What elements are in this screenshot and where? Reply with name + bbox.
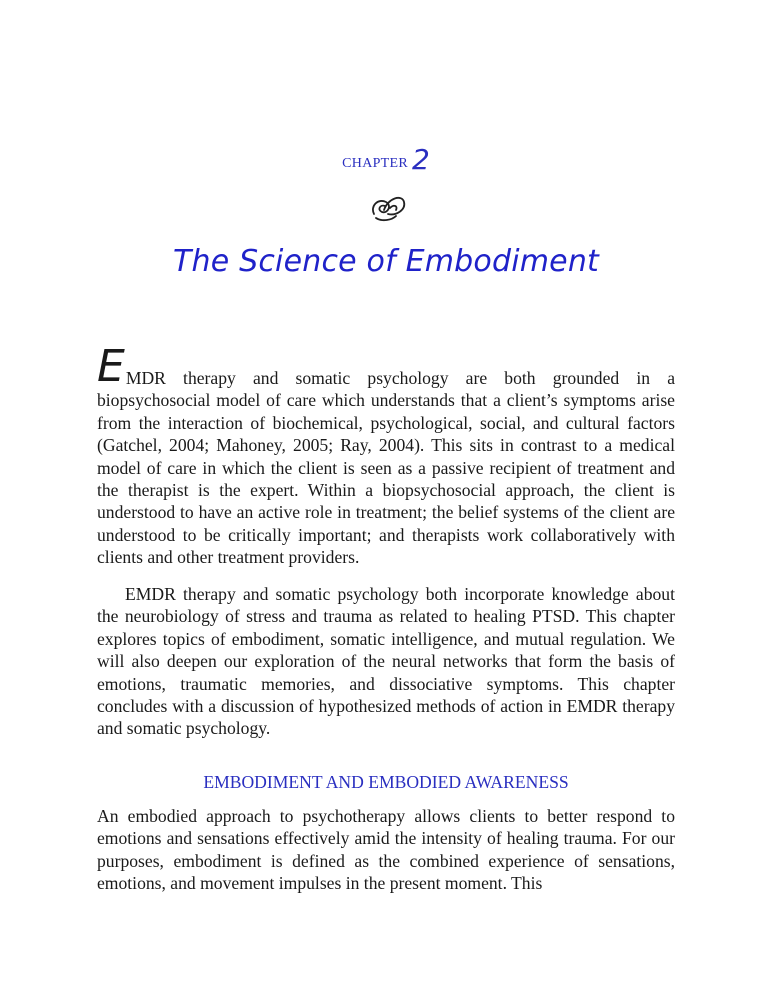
chapter-word: CHAPTER bbox=[342, 156, 409, 171]
drop-cap: E bbox=[97, 341, 125, 392]
chapter-number: 2 bbox=[412, 143, 430, 176]
chapter-label bbox=[0, 143, 772, 176]
paragraph-3: An embodied approach to psychotherapy allows clients to better respond to emotions and sensations effectively amid the intensity of healing trauma. For our purposes, embodiment is defined as the combined experience of sensations, emotions, and movement impulses in the present moment. This bbox=[97, 806, 675, 894]
chapter-title: The Science of Embodiment bbox=[172, 244, 600, 279]
paragraph-1-text: MDR therapy and somatic psychology are both grounded in a biopsychosocial model of care which understands that a client’s symptoms arise from the interaction of biochemical, psychological, social, and cultural factors (Gatchel, 2004; Mahoney, 2005; Ray, 2004). This sits in contrast to a medical model of care in which the client is seen as a passive recipient of treatment and the therapist is the expert. Within a biopsychosocial approach, the client is understood to have an active role in treatment; the belief systems of the client are understood to be critically important; and therapists work collaboratively with clients and other treatment providers. bbox=[97, 368, 675, 568]
flourish-ornament-icon bbox=[368, 190, 408, 224]
section-heading: EMBODIMENT AND EMBODIED AWARENESS bbox=[203, 772, 569, 792]
paragraph-1 bbox=[97, 341, 675, 569]
paragraph-2: EMDR therapy and somatic psychology both incorporate knowledge about the neurobiology of stress and trauma as related to healing PTSD. This chapter explores topics of embodiment, somatic intelligence, and mutual regulation. We will also deepen our exploration of the neural networks that form the basis of emotions, traumatic memories, and dissociative symptoms. This chapter concludes with a discussion of hypothesized methods of action in EMDR therapy and somatic psychology. bbox=[97, 584, 675, 739]
